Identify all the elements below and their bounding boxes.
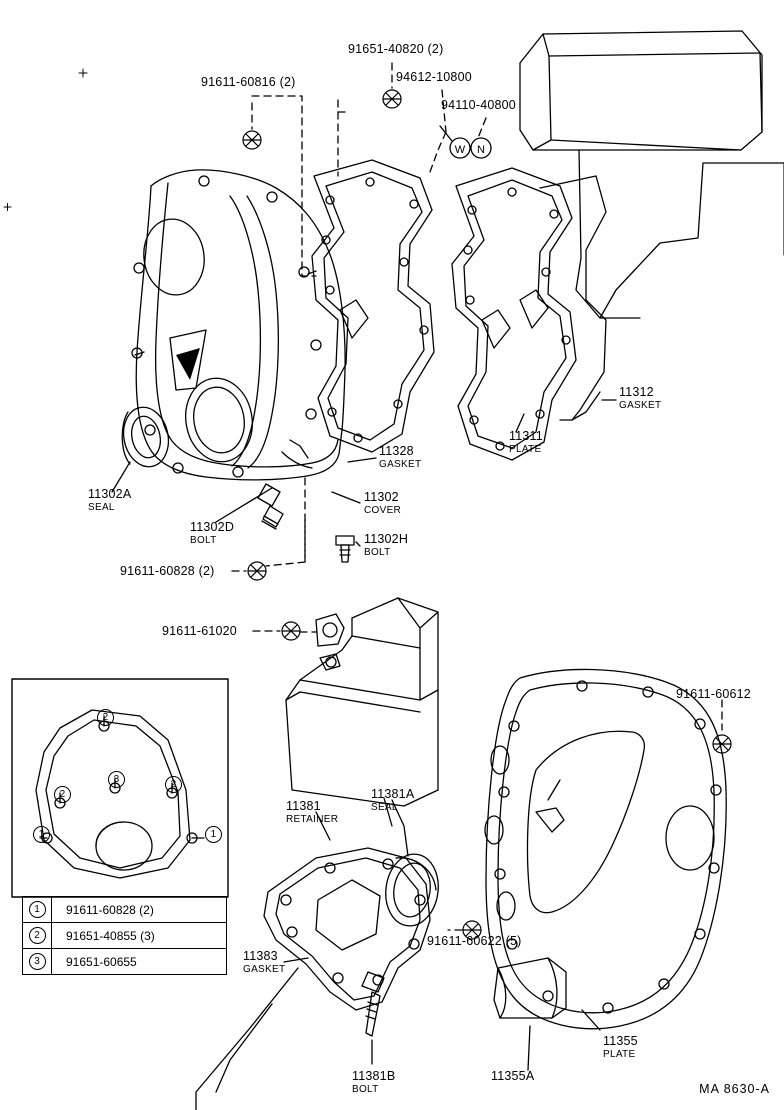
label-11381A bbox=[371, 788, 414, 813]
inset-callout-1a bbox=[33, 826, 50, 843]
label-11383 bbox=[243, 950, 285, 975]
inset-callout-2a bbox=[97, 709, 114, 726]
part-number: 11302A bbox=[88, 487, 132, 501]
part-number: 11302 bbox=[364, 490, 399, 504]
part-name: RETAINER bbox=[286, 813, 339, 825]
part-number: 11302H bbox=[364, 532, 409, 546]
svg-text:N: N bbox=[477, 144, 485, 156]
legend-callout-cell bbox=[23, 897, 52, 923]
part-number: 11381A bbox=[371, 787, 415, 801]
callout-number: 3 bbox=[108, 771, 125, 788]
part-number: 11302D bbox=[190, 520, 235, 534]
legend-row bbox=[23, 923, 227, 949]
label-11355 bbox=[603, 1035, 638, 1060]
part-name: PLATE bbox=[603, 1048, 636, 1060]
label-11355A bbox=[491, 1070, 534, 1083]
label-11381B bbox=[352, 1070, 395, 1095]
part-number: 91611-60612 bbox=[676, 687, 751, 701]
label-91611-61020 bbox=[162, 625, 237, 638]
callout-number: 2 bbox=[97, 709, 114, 726]
label-91611-60816 bbox=[201, 76, 296, 89]
part-number: 91651-40820 (2) bbox=[348, 42, 444, 56]
label-94110-40800 bbox=[441, 99, 516, 112]
part-number: 91611-61020 bbox=[162, 624, 237, 638]
label-91611-60622 bbox=[427, 935, 522, 948]
part-name: GASKET bbox=[243, 963, 286, 975]
label-11312 bbox=[619, 386, 661, 411]
part-name: GASKET bbox=[379, 458, 422, 470]
label-11381 bbox=[286, 800, 338, 825]
part-name: COVER bbox=[364, 504, 402, 516]
label-91611-60612 bbox=[676, 688, 751, 701]
callout-number: 3 bbox=[29, 953, 46, 970]
inset-callout-1b bbox=[205, 826, 222, 843]
part-name: BOLT bbox=[352, 1083, 379, 1095]
legend-row bbox=[23, 897, 227, 923]
legend-part-cell: 91611-60828 (2) bbox=[52, 897, 227, 923]
label-11302D bbox=[190, 521, 234, 546]
callout-number: 2 bbox=[165, 776, 182, 793]
label-11302A bbox=[88, 488, 131, 513]
part-name: GASKET bbox=[619, 399, 662, 411]
part-number: 94612-10800 bbox=[396, 70, 472, 84]
svg-text:W: W bbox=[454, 144, 466, 156]
part-number: 91611-60816 (2) bbox=[201, 75, 296, 89]
label-94612-10800 bbox=[396, 71, 472, 84]
legend-table bbox=[22, 896, 227, 975]
part-name: SEAL bbox=[371, 801, 398, 813]
part-number: 11383 bbox=[243, 949, 278, 963]
callout-number: 2 bbox=[29, 927, 46, 944]
callout-number: 1 bbox=[33, 826, 50, 843]
label-91611-60828 bbox=[120, 565, 215, 578]
callout-number: 2 bbox=[54, 786, 71, 803]
part-number: 91611-60828 (2) bbox=[120, 564, 215, 578]
part-number: 11381 bbox=[286, 799, 321, 813]
part-number: 91611-60622 (5) bbox=[427, 934, 522, 948]
inset-callout-2c bbox=[165, 776, 182, 793]
part-number: 11312 bbox=[619, 385, 654, 399]
callout-number: 1 bbox=[205, 826, 222, 843]
part-number: 11355A bbox=[491, 1069, 535, 1083]
label-11302H bbox=[364, 533, 408, 558]
part-name: SEAL bbox=[88, 501, 115, 513]
label-11328 bbox=[379, 445, 421, 470]
part-number: 94110-40800 bbox=[441, 98, 516, 112]
drawing-code: MA 8630-A bbox=[699, 1082, 770, 1096]
part-name: BOLT bbox=[190, 534, 217, 546]
label-11302 bbox=[364, 491, 401, 516]
part-name: BOLT bbox=[364, 546, 391, 558]
callout-number: 1 bbox=[29, 901, 46, 918]
part-number: 11355 bbox=[603, 1034, 638, 1048]
part-number: 11328 bbox=[379, 444, 414, 458]
legend-part-cell: 91651-40855 (3) bbox=[52, 923, 227, 949]
label-91651-40820 bbox=[348, 43, 443, 56]
legend-row bbox=[23, 949, 227, 975]
inset-callout-3 bbox=[108, 771, 125, 788]
inset-callout-2b bbox=[54, 786, 71, 803]
legend-callout-cell bbox=[23, 923, 52, 949]
part-name: PLATE bbox=[509, 443, 542, 455]
part-number: 11311 bbox=[509, 429, 543, 443]
label-11311 bbox=[509, 430, 543, 455]
legend-part-cell: 91651-60655 bbox=[52, 949, 227, 975]
part-number: 11381B bbox=[352, 1069, 396, 1083]
legend-callout-cell bbox=[23, 949, 52, 975]
